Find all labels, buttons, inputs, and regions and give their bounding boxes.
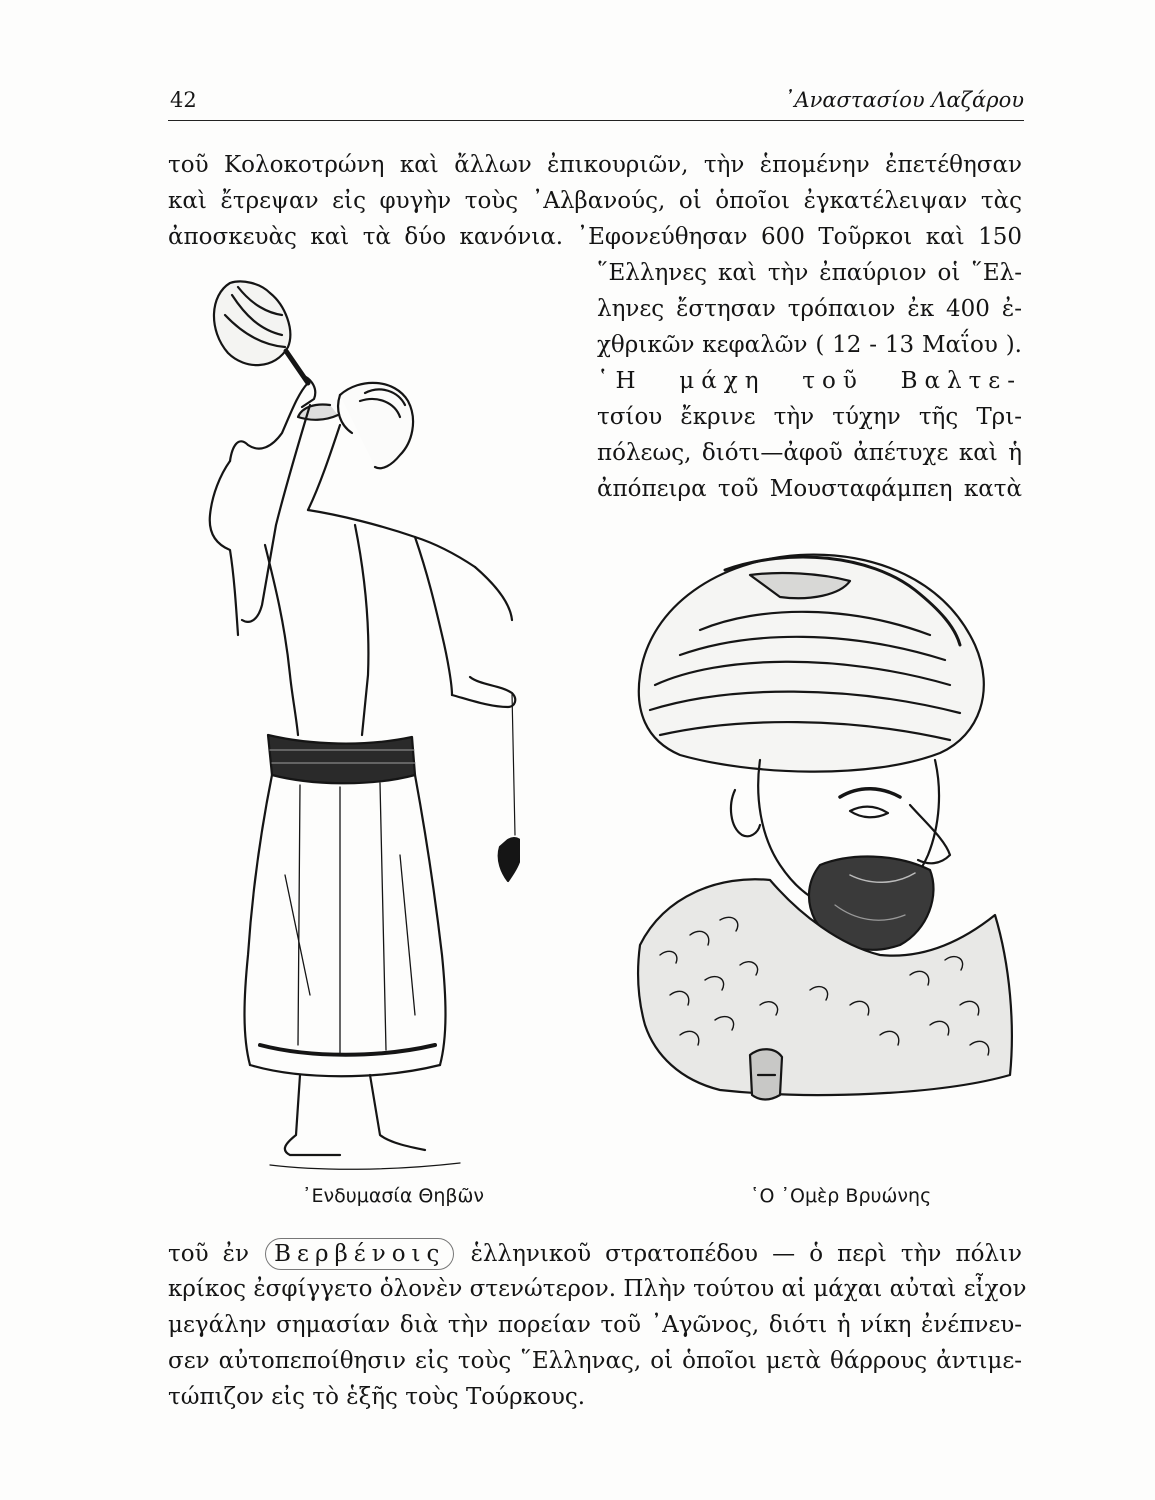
text-line: χθρικῶν κεφαλῶν ( 12 - 13 Μαΐου ). bbox=[597, 332, 1022, 358]
emphasized-place-name: Βερβένοις bbox=[265, 1238, 454, 1270]
text-line: σεν αὐτοπεποίθησιν εἰς τοὺς ῞Ελληνας, οἱ ὁποῖοι μετὰ θάρρους ἀντιμε- bbox=[168, 1348, 1022, 1374]
text-fragment: τοῦ ἐν bbox=[168, 1241, 250, 1267]
omer-vryonis-portrait bbox=[610, 535, 1020, 1145]
caption-right: ῾Ο ᾿Ομὲρ Βρυώνης bbox=[750, 1185, 932, 1207]
woman-spinning-illustration bbox=[190, 275, 520, 1180]
text-line-last: τώπιζον εἰς τὸ ἑξῆς τοὺς Τούρκους. bbox=[168, 1384, 586, 1410]
page-header bbox=[168, 84, 1024, 121]
text-line: τοῦ Κολοκοτρώνη καὶ ἄλλων ἐπικουριῶν, τὴν ἑπομένην ἐπετέθησαν bbox=[168, 152, 1022, 178]
page-number: 42 bbox=[170, 88, 197, 112]
text-line: ἀποσκευὰς καὶ τὰ δύο κανόνια. ᾿Εφονεύθησαν 600 Τοῦρκοι καὶ 150 bbox=[168, 224, 1022, 250]
text-line: ληνες ἔστησαν τρόπαιον ἐκ 400 ἐ- bbox=[597, 296, 1022, 322]
text-line-spaced: ῾Η μάχη τοῦ Βαλτε- bbox=[597, 368, 1022, 394]
text-line: πόλεως, διότι—ἀφοῦ ἀπέτυχε καὶ ἡ bbox=[597, 440, 1022, 466]
text-line: ἀπόπειρα τοῦ Μουσταφάμπεη κατὰ bbox=[597, 476, 1022, 502]
running-head: ᾿Αναστασίου Λαζάρου bbox=[783, 88, 1024, 112]
text-line: τσίου ἔκρινε τὴν τύχην τῆς Τρι- bbox=[597, 404, 1022, 430]
text-fragment: ἑλληνικοῦ στρατοπέδου — ὁ περὶ τὴν πόλιν bbox=[470, 1241, 1023, 1267]
caption-left: ᾿Ενδυμασία Θηβῶν bbox=[302, 1185, 485, 1207]
text-line: μεγάλην σημασίαν διὰ τὴν πορείαν τοῦ ᾿Αγῶνος, διότι ἡ νίκη ἐνέπνευ- bbox=[168, 1312, 1022, 1338]
text-line-with-emphasis bbox=[168, 1238, 1022, 1270]
text-line: καὶ ἔτρεψαν εἰς φυγὴν τοὺς ᾿Αλβανούς, οἱ ὁποῖοι ἐγκατέλειψαν τὰς bbox=[168, 188, 1022, 214]
text-line: κρίκος ἐσφίγγετο ὁλονὲν στενώτερον. Πλὴν τούτου αἱ μάχαι αὐταὶ εἶχον bbox=[168, 1276, 1027, 1302]
text-line: ῞Ελληνες καὶ τὴν ἐπαύριον οἱ ῞Ελ- bbox=[597, 260, 1022, 286]
